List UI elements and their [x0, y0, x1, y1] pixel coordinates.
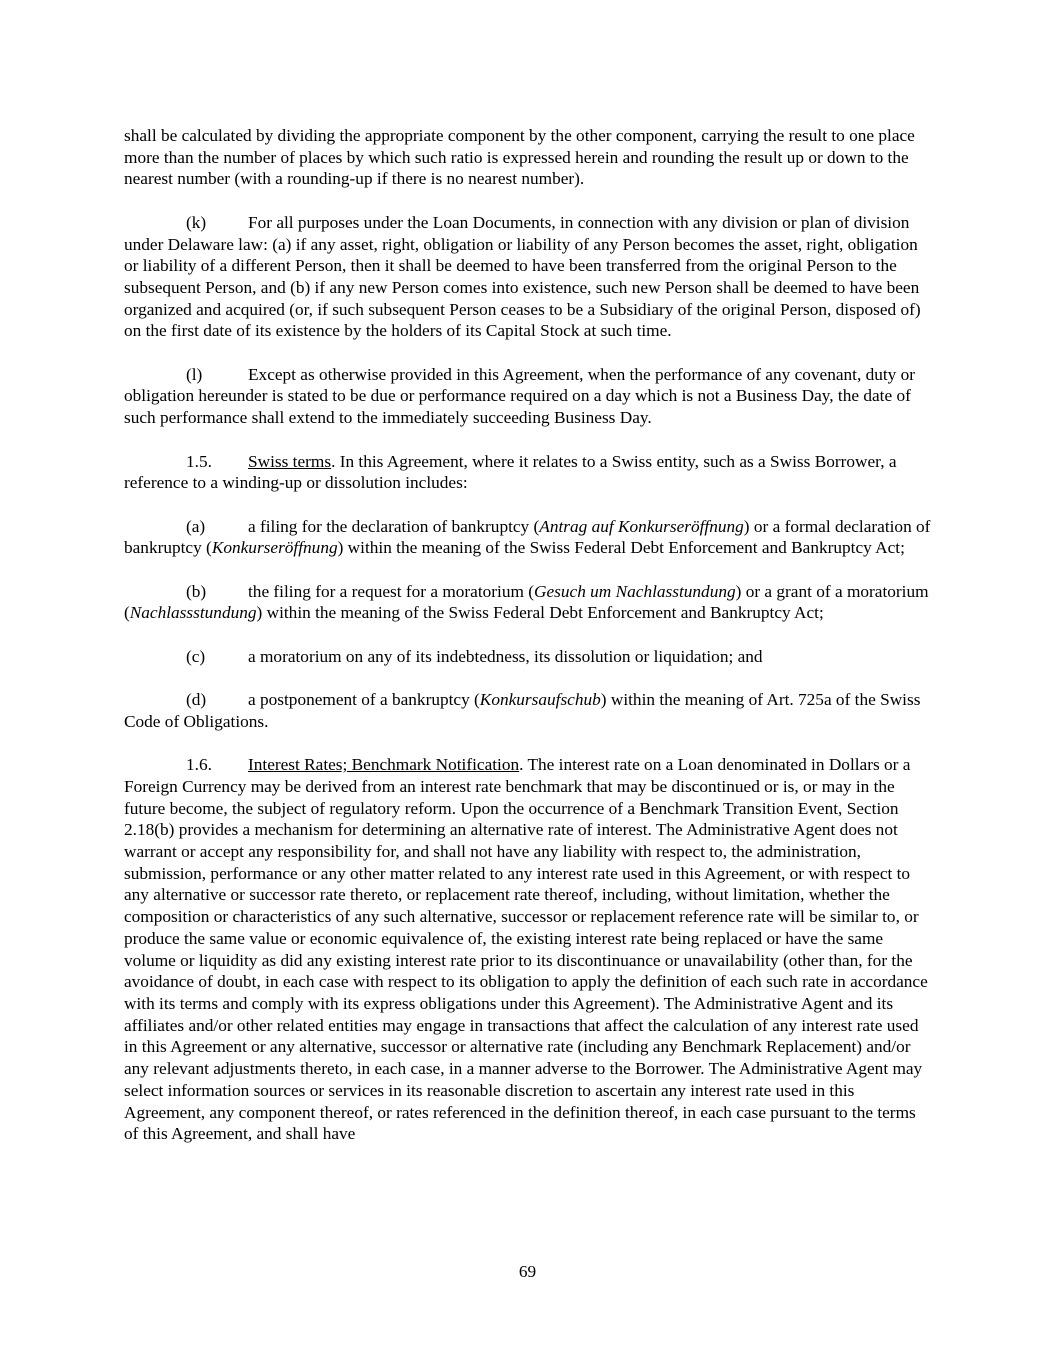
- page-number: 69: [518, 1262, 537, 1281]
- clause-l: [124, 364, 932, 429]
- clause-text: For all purposes under the Loan Documents, in connection with any division or plan of division under Delaware law: (a) if any asset, right, obligation or liability of any Person becomes the asset, right, obligation or liability of a different Person, then it shall be deemed to have been transferred from the original Person to the subsequent Person, and (b) if any new Person comes into existence, such new Person shall be deemed to have been organized and acquired (or, if such subsequent Person ceases to be a Subsidiary of the original Person, disposed of) on the first date of its existence by the holders of its Capital Stock at such time.: [124, 212, 921, 341]
- clause-number: (c): [186, 646, 206, 666]
- clause-number: (b): [186, 581, 207, 601]
- clause-text: a postponement of a bankruptcy (: [248, 690, 480, 710]
- section-number: 1.6.: [186, 755, 212, 775]
- document-page: [124, 125, 932, 1167]
- section-1-5: [124, 451, 932, 494]
- clause-b: [124, 581, 932, 624]
- clause-k: [124, 212, 932, 342]
- clause-text: ) or a grant of a moratorium (: [124, 581, 929, 623]
- clause-number: (d): [186, 690, 207, 710]
- italic-term: Konkursaufschub: [479, 690, 601, 710]
- clause-text: the filing for a request for a moratorium (: [248, 581, 535, 601]
- italic-term: Nachlassstundung: [129, 603, 257, 623]
- clause-number: (k): [186, 212, 207, 232]
- clause-text: a filing for the declaration of bankruptcy (: [248, 516, 540, 536]
- section-heading: Interest Rates; Benchmark Notification: [248, 755, 520, 775]
- clause-number: (a): [186, 516, 206, 536]
- clause-a: [124, 516, 932, 559]
- paragraph-continuation: [124, 125, 932, 190]
- clause-text: ) within the meaning of Art. 725a of the Swiss Code of Obligations.: [124, 690, 921, 731]
- clause-c: [124, 646, 932, 668]
- section-number: 1.5.: [186, 451, 212, 471]
- section-heading: Swiss terms: [248, 451, 332, 471]
- clause-number: (l): [186, 364, 203, 384]
- clause-text: ) within the meaning of the Swiss Federal Debt Enforcement and Bankruptcy Act;: [337, 538, 905, 558]
- section-1-6: [124, 754, 932, 1145]
- paragraph-text: shall be calculated by dividing the appropriate component by the other component, carrying the result to one place more than the number of places by which such ratio is expressed herein and rounding the result up or down to the nearest number (with a rounding-up if there is no nearest number).: [124, 126, 915, 189]
- clause-text: a moratorium on any of its indebtedness, its dissolution or liquidation; and: [248, 646, 763, 666]
- italic-term: Gesuch um Nachlasstundung: [534, 581, 736, 601]
- section-text: . In this Agreement, where it relates to a Swiss entity, such as a Swiss Borrower, a reference to a winding-up or dissolution includes:: [124, 451, 897, 493]
- section-text: . The interest rate on a Loan denominated in Dollars or a Foreign Currency may be derived from an interest rate benchmark that may be discontinued or is, or may in the future become, the subject of regulatory reform. Upon the occurrence of a Benchmark Transition Event, Section 2.18(b) provides a mechanism for determining an alternative rate of interest. The Administrative Agent does not warrant or accept any responsibility for, and shall not have any liability with respect to, the administration, submission, performance or any other matter related to any interest rate used in this Agreement, or with respect to any alternative or successor rate thereto, or replacement rate thereof, including, without limitation, whether the composition or characteristics of any such alternative, successor or replacement reference rate will be similar to, or produce the same value or economic equivalence of, the existing interest rate being replaced or have the same volume or liquidity as did any existing interest rate prior to its discontinuance or unavailability (other than, for the avoidance of doubt, in each case with respect to its obligation to apply the definition of each such rate in accordance with its terms and comply with its express obligations under this Agreement). The Administrative Agent and its affiliates and/or other related entities may engage in transactions that affect the calculation of any interest rate used in this Agreement or any alternative, successor or alternative rate (including any Benchmark Replacement) and/or any relevant adjustments thereto, in each case, in a manner adverse to the Borrower. The Administrative Agent may select information sources or services in its reasonable discretion to ascertain any interest rate used in this Agreement, any component thereof, or rates referenced in the definition thereof, in each case pursuant to the terms of this Agreement, and shall have: [124, 755, 928, 1144]
- clause-d: [124, 689, 932, 732]
- clause-text: ) or a formal declaration of bankruptcy (: [124, 516, 931, 558]
- italic-term: Konkurseröffnung: [211, 538, 338, 558]
- italic-term: Antrag auf Konkurseröffnung: [539, 516, 744, 536]
- clause-text: ) within the meaning of the Swiss Federal Debt Enforcement and Bankruptcy Act;: [256, 603, 824, 623]
- clause-text: Except as otherwise provided in this Agreement, when the performance of any covenant, duty or obligation hereunder is stated to be due or performance required on a day which is not a Business Day, the date of such performance shall extend to the immediately succeeding Business Day.: [124, 364, 916, 428]
